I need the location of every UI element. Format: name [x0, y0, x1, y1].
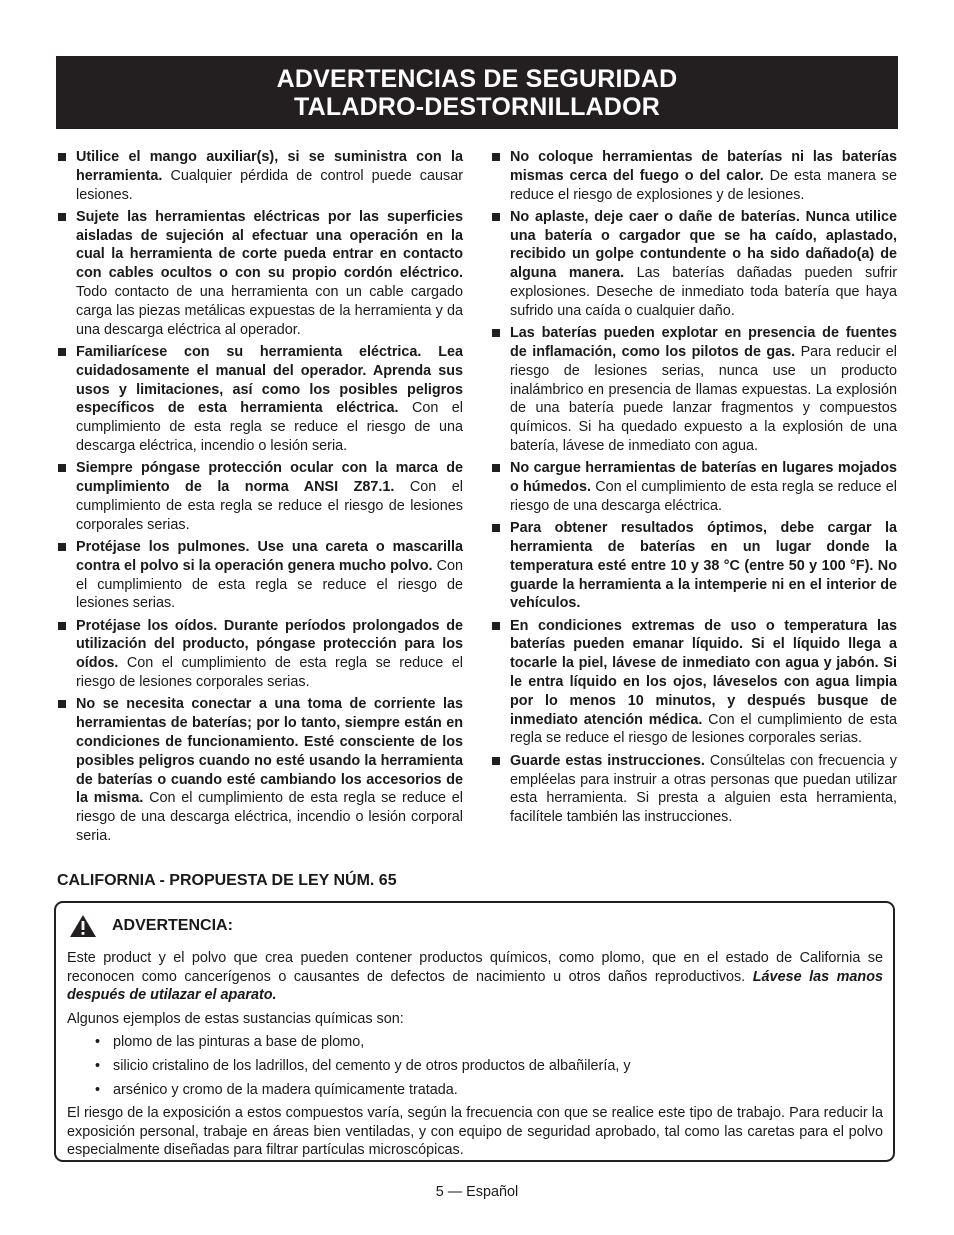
- safety-item: [491, 752, 897, 827]
- bullet-square-icon: [492, 329, 500, 337]
- page-title-banner: [56, 56, 898, 129]
- safety-item: [57, 208, 463, 340]
- safety-item: [57, 695, 463, 845]
- warning-triangle-icon: [69, 914, 97, 938]
- warning-paragraph-1: [67, 949, 883, 1005]
- item-text: Para reducir el riesgo de lesiones serias, nunca use un producto inalámbrico en presencia de llamas expuestas. La explosión de una batería puede lanzar fragmentos y compuestos químicos. Si ha quedado expuesto a la explosión de una batería, lávese de inmediato con agua.: [510, 343, 897, 454]
- item-bold-text: Utilice el mango auxiliar(s), si se suministra con la herramienta.: [76, 149, 463, 184]
- item-bold-text: No cargue herramientas de baterías en lugares mojados o húmedos.: [510, 460, 897, 496]
- bullet-square-icon: [58, 700, 66, 708]
- bullet-square-icon: [492, 757, 500, 765]
- bullet-square-icon: [58, 464, 66, 472]
- list-item: • silicio cristalino de los ladrillos, del cemento y de otros productos de albañilería, y: [67, 1057, 883, 1076]
- bullet-square-icon: [58, 622, 66, 630]
- bullet-square-icon: [58, 543, 66, 551]
- safety-item: [491, 208, 897, 321]
- prop65-warning-box: [54, 901, 895, 1162]
- bullet-square-icon: [492, 524, 500, 532]
- warning-paragraph-2: Algunos ejemplos de estas sustancias químicas son:: [67, 1010, 404, 1027]
- item-text: Con el cumplimiento de esta regla se reduce el riesgo de una descarga eléctrica, incendio o lesión seria.: [76, 400, 463, 454]
- warning-label: ADVERTENCIA:: [112, 916, 233, 934]
- right-column: [491, 148, 897, 830]
- bullet-square-icon: [58, 348, 66, 356]
- item-bold-text: No aplaste, deje caer o dañe de baterías. Nunca utilice una batería o cargador que se ha caído, aplastado, recibido un golpe contundente o ha sido dañado(a) de alguna manera.: [510, 208, 897, 282]
- item-bold-text: Sujete las herramientas eléctricas por las superficies aisladas de sujeción al efectuar una operación en la cual la herramienta de corte pueda entrar en contacto con cables ocultos o con su propio cordón eléctrico.: [76, 208, 463, 282]
- safety-item: [57, 617, 463, 692]
- safety-item: [57, 459, 463, 534]
- warning-emphasis: Lávese las manos después de utilazar el aparato.: [67, 968, 884, 1004]
- left-column: [57, 148, 463, 849]
- bullet-square-icon: [492, 464, 500, 472]
- item-bold-text: Familiarícese con su herramienta eléctrica. Lea cuidadosamente el manual del operador. Aprenda sus usos y limitaciones, así como los posibles peligros específicos de esta herramienta eléctrica.: [76, 343, 463, 417]
- safety-item: [491, 148, 897, 204]
- item-text: Con el cumplimiento de esta regla se reduce el riesgo de lesiones corporales serias.: [76, 479, 463, 533]
- item-text: Cualquier pérdida de control puede causar lesiones.: [76, 167, 463, 203]
- bullet-square-icon: [492, 622, 500, 630]
- bullet-square-icon: [492, 213, 500, 221]
- item-text: Todo contacto de una herramienta con un cable cargado carga las piezas metálicas expuestas de la herramienta y da una descarga eléctrica al operador.: [76, 284, 463, 338]
- safety-item: [57, 538, 463, 613]
- california-section-title: CALIFORNIA - PROPUESTA DE LEY NÚM. 65: [57, 872, 397, 889]
- item-text: De esta manera se reduce el riesgo de explosiones y de lesiones.: [510, 167, 897, 203]
- list-item: • plomo de las pinturas a base de plomo,: [67, 1033, 883, 1052]
- item-text: Consúltelas con frecuencia y empléelas para instruir a otras personas que puedan utilizar esta herramienta. Si presta a alguien esta herramienta, facilítele también las instrucciones.: [510, 752, 897, 826]
- safety-item: [491, 459, 897, 515]
- chemical-list: [67, 1033, 883, 1099]
- safety-item: [57, 343, 463, 456]
- warning-paragraph-3: El riesgo de la exposición a estos compuestos varía, según la frecuencia con que se realice este tipo de trabajo. Para reducir la exposición personal, trabaje en áreas bien ventiladas, y con equipo de seguridad aprobado, tal como las caretas para el polvo especialmente diseñadas para filtrar partículas microscópicas.: [67, 1105, 883, 1159]
- item-bold-text: Siempre póngase protección ocular con la marca de cumplimiento de la norma ANSI Z87.1.: [76, 460, 463, 496]
- item-bold-text: Protéjase los oídos. Durante períodos prolongados de utilización del producto, póngase protección para los oídos.: [76, 617, 463, 672]
- safety-item: [491, 519, 897, 613]
- item-bold-text: Las baterías pueden explotar en presencia de fuentes de inflamación, como los pilotos de gas.: [510, 325, 897, 360]
- item-text: Con el cumplimiento de esta regla se reduce el riesgo de una descarga eléctrica, incendio o lesión corporal seria.: [76, 790, 463, 844]
- safety-item: [491, 617, 897, 749]
- bullet-square-icon: [58, 153, 66, 161]
- item-bold-text: En condiciones extremas de uso o temperatura las baterías pueden emanar líquido. Si el líquido llega a tocarle la piel, lávese de inmediato con agua y jabón. Si le entra líquido en los ojos, láveselos con agua limpia por lo menos 10 minutos, y después busque de inmediato atención médica.: [510, 617, 897, 728]
- bullet-square-icon: [492, 153, 500, 161]
- page-footer: 5 — Español: [435, 1184, 519, 1200]
- item-text: Con el cumplimiento de esta regla se reduce el riesgo de una descarga eléctrica.: [510, 479, 897, 514]
- item-text: Con el cumplimiento de esta regla se reduce el riesgo de lesiones corporales serias.: [76, 655, 463, 691]
- safety-item: [57, 148, 463, 204]
- warning-header: [67, 913, 883, 939]
- bullet-square-icon: [58, 213, 66, 221]
- item-bold-text: Para obtener resultados óptimos, debe cargar la herramienta de baterías en un lugar donde la temperatura esté entre 10 y 38 °C (entre 50 y 100 °F). No guarde la herramienta a la intemperie ni en el interior de vehículos.: [510, 520, 897, 612]
- warning-text: Este product y el polvo que crea pueden contener productos químicos, como plomo, que en el estado de California se reconocen como cancerígenos o causantes de defectos de nacimiento u otros daños reproductivos.: [67, 950, 883, 985]
- page-title-line2: TALADRO-DESTORNILLADOR: [294, 92, 660, 121]
- safety-item: [491, 324, 897, 456]
- page-title-line1: ADVERTENCIAS DE SEGURIDAD: [276, 64, 678, 93]
- item-text: Con el cumplimiento de esta regla se reduce el riesgo de lesiones corporales serias.: [510, 711, 897, 747]
- item-bold-text: No se necesita conectar a una toma de corriente las herramientas de baterías; por lo tanto, siempre están en condiciones de funcionamiento. Esté consciente de los posibles peligros cuando no esté usando la herramienta de baterías o cuando esté cambiando los accesorios de la misma.: [76, 696, 463, 807]
- list-item: • arsénico y cromo de la madera químicamente tratada.: [67, 1081, 883, 1100]
- item-text: Las baterías dañadas pueden sufrir explosiones. Deseche de inmediato toda batería que haya sufrido una caída o cualquier daño.: [510, 265, 897, 319]
- item-bold-text: Guarde estas instrucciones.: [510, 752, 705, 769]
- item-text: Con el cumplimiento de esta regla se reduce el riesgo de lesiones serias.: [76, 557, 463, 612]
- item-bold-text: Protéjase los pulmones. Use una careta o mascarilla contra el polvo si la operación genera mucho polvo.: [76, 538, 463, 574]
- item-bold-text: No coloque herramientas de baterías ni las baterías mismas cerca del fuego o del calor.: [510, 149, 897, 184]
